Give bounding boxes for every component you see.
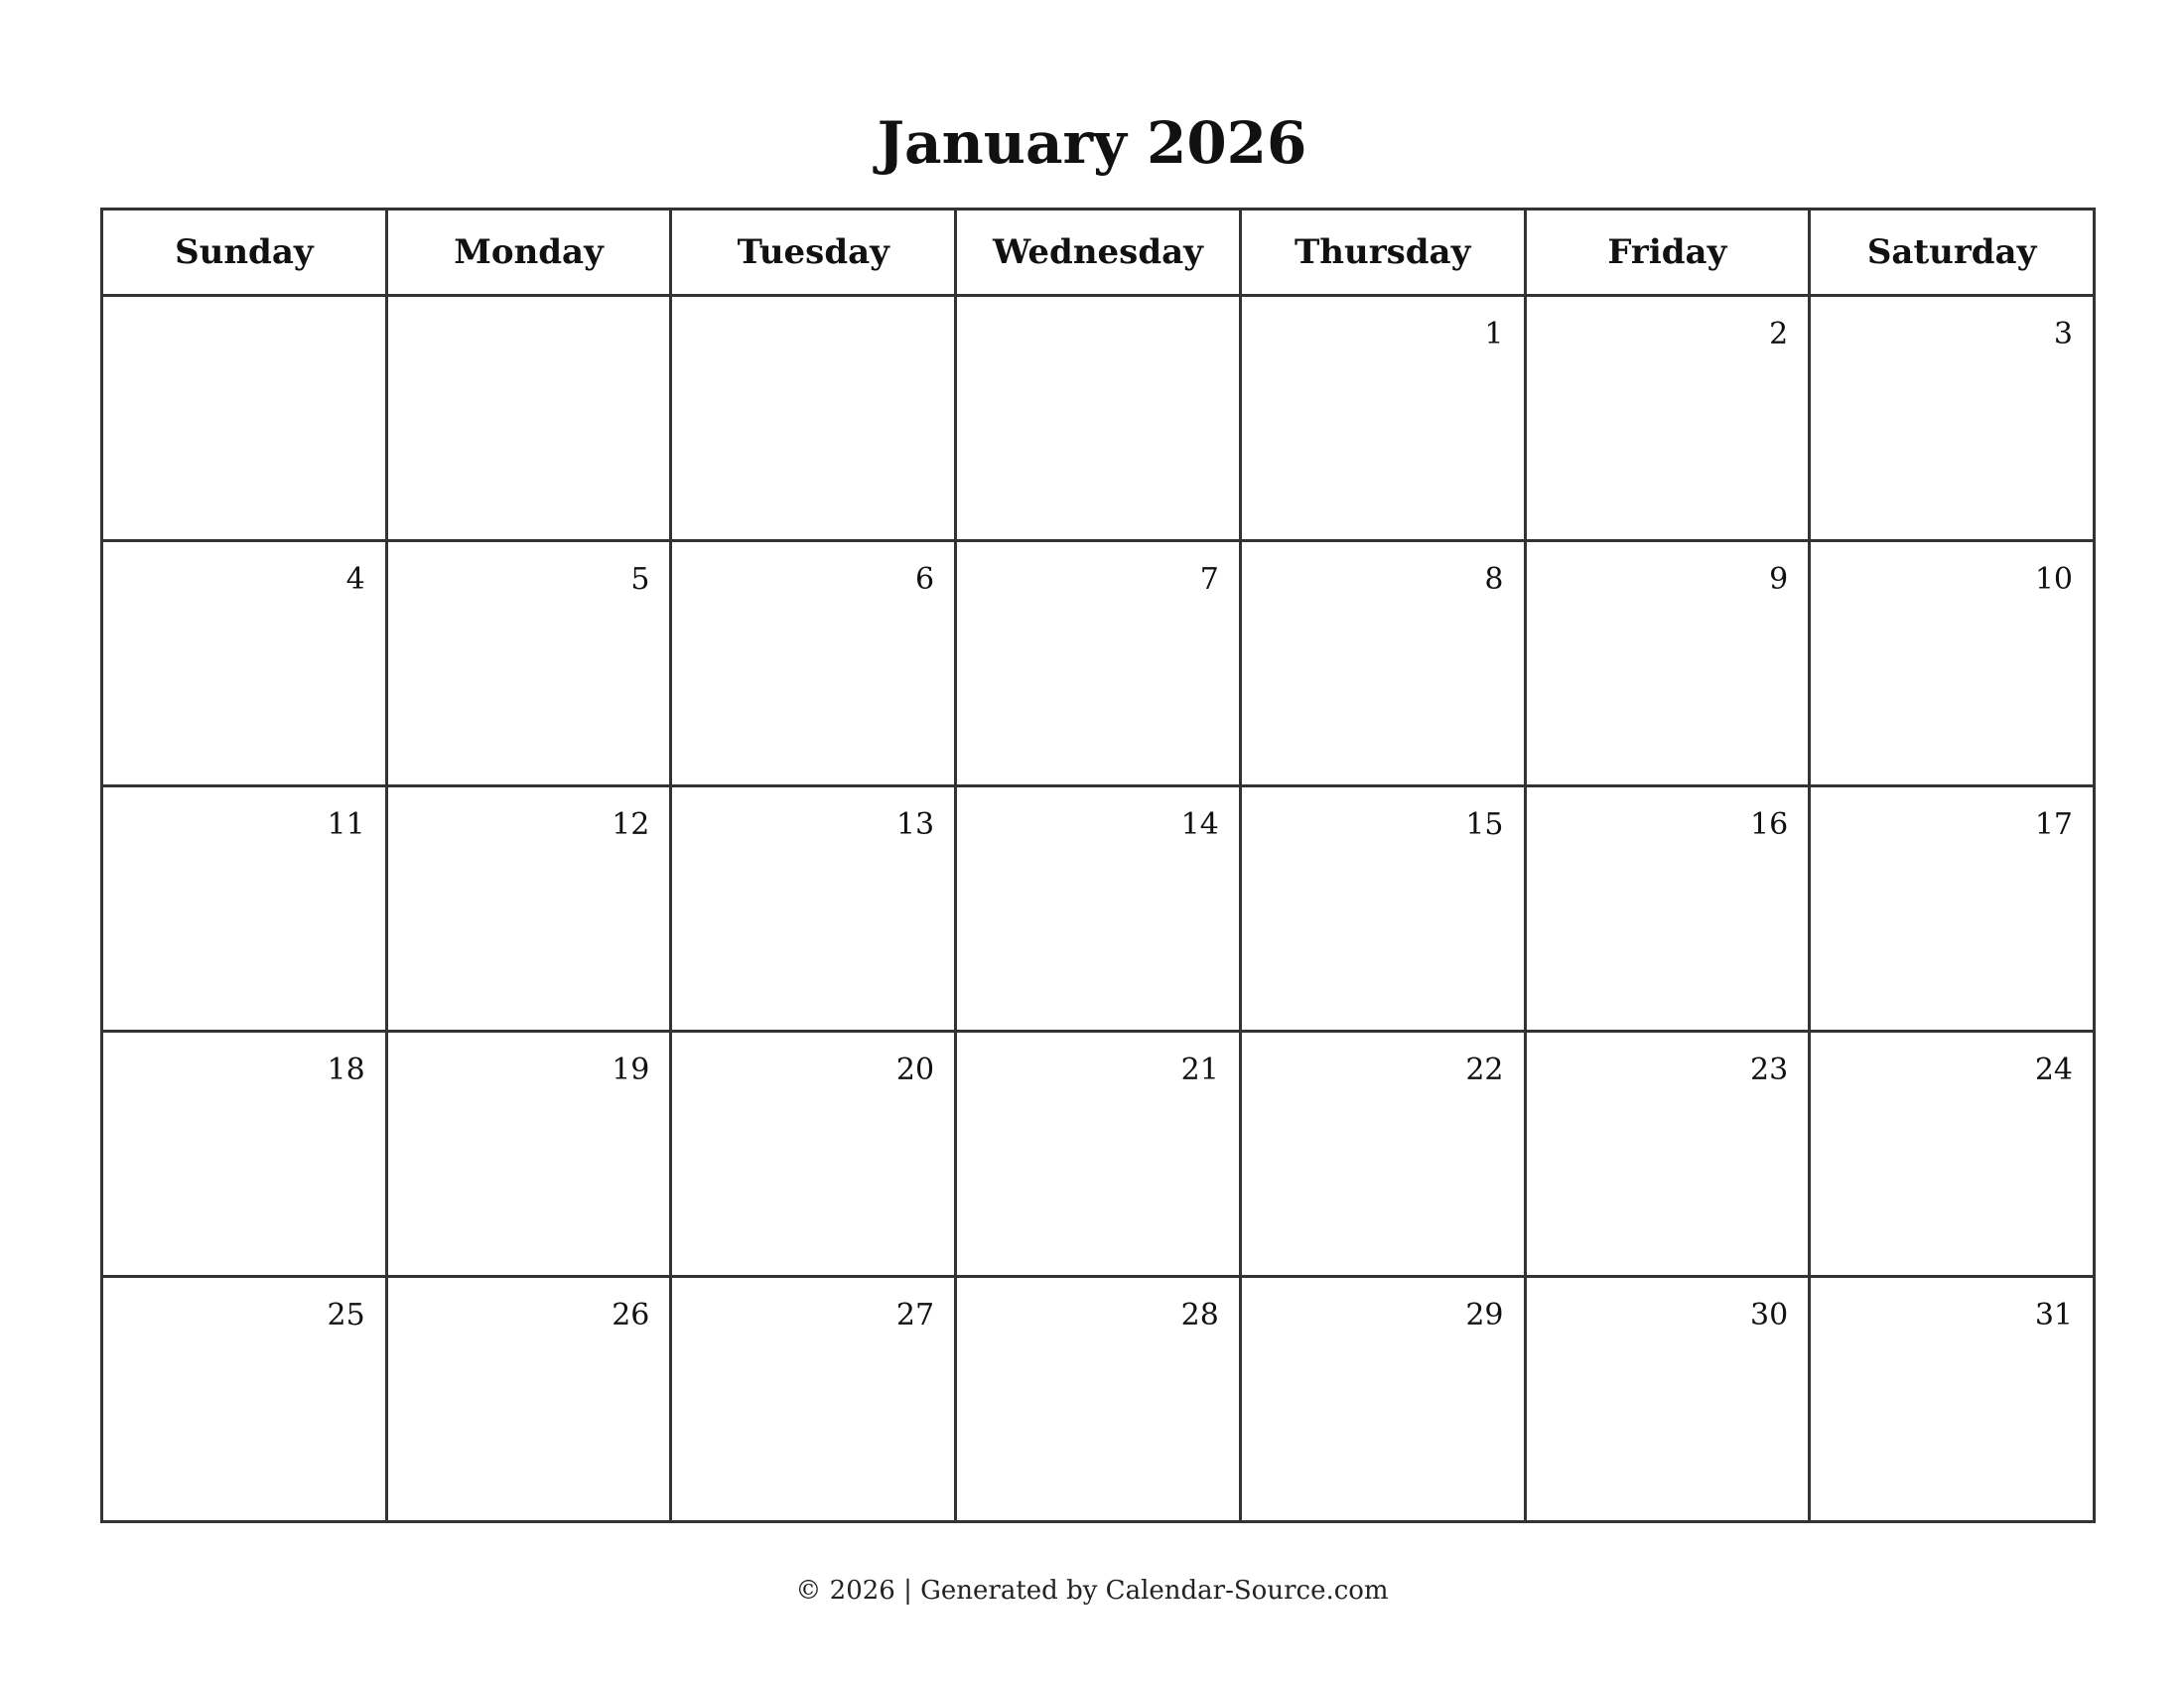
day-cell xyxy=(386,296,671,541)
day-number: 2 xyxy=(1769,317,1789,352)
day-number: 22 xyxy=(1465,1053,1504,1087)
day-number: 18 xyxy=(327,1053,365,1087)
weekday-saturday: Saturday xyxy=(1810,210,2095,296)
day-number: 1 xyxy=(1484,317,1504,352)
day-cell xyxy=(386,1032,671,1277)
day-number: 28 xyxy=(1180,1298,1219,1333)
calendar-grid xyxy=(100,208,2096,1523)
day-cell xyxy=(102,786,387,1032)
day-cell xyxy=(1810,541,2095,786)
day-number: 11 xyxy=(327,807,365,842)
day-number: 26 xyxy=(612,1298,650,1333)
day-number: 9 xyxy=(1769,562,1789,597)
day-cell xyxy=(956,1032,1241,1277)
day-number: 13 xyxy=(895,807,935,842)
calendar-title: January 2026 xyxy=(877,109,1307,177)
day-cell xyxy=(671,296,956,541)
weekday-wednesday: Wednesday xyxy=(956,210,1241,296)
day-cell xyxy=(102,1277,387,1522)
day-number: 24 xyxy=(2034,1053,2073,1087)
weekday-sunday: Sunday xyxy=(102,210,387,296)
week-row xyxy=(102,786,2095,1032)
day-cell xyxy=(1240,1032,1525,1277)
day-number: 12 xyxy=(612,807,650,842)
day-cell xyxy=(102,296,387,541)
weekday-thursday: Thursday xyxy=(1240,210,1525,296)
day-cell xyxy=(1525,1277,1810,1522)
week-row xyxy=(102,1032,2095,1277)
day-number: 21 xyxy=(1180,1053,1219,1087)
day-cell xyxy=(1525,786,1810,1032)
day-number xyxy=(388,297,670,317)
day-number: 17 xyxy=(2034,807,2073,842)
day-cell xyxy=(1240,296,1525,541)
day-cell xyxy=(671,1277,956,1522)
day-number: 5 xyxy=(630,562,650,597)
day-cell xyxy=(1525,296,1810,541)
day-cell xyxy=(671,541,956,786)
day-cell xyxy=(671,1032,956,1277)
day-number: 4 xyxy=(345,562,365,597)
day-cell xyxy=(956,1277,1241,1522)
day-cell xyxy=(102,541,387,786)
day-number: 20 xyxy=(895,1053,935,1087)
day-number: 14 xyxy=(1180,807,1219,842)
day-number: 15 xyxy=(1465,807,1504,842)
day-number: 8 xyxy=(1484,562,1504,597)
day-cell xyxy=(1810,1277,2095,1522)
day-number: 3 xyxy=(2053,317,2073,352)
weekday-tuesday: Tuesday xyxy=(671,210,956,296)
day-number: 27 xyxy=(895,1298,935,1333)
week-row xyxy=(102,1277,2095,1522)
day-number xyxy=(957,297,1239,317)
day-number: 25 xyxy=(327,1298,365,1333)
day-cell xyxy=(956,296,1241,541)
day-cell xyxy=(386,1277,671,1522)
day-number: 10 xyxy=(2034,562,2073,597)
day-cell xyxy=(1240,541,1525,786)
day-cell xyxy=(1810,1032,2095,1277)
footer-credit: © 2026 | Generated by Calendar-Source.com xyxy=(795,1576,1389,1606)
day-number: 29 xyxy=(1465,1298,1504,1333)
day-number: 23 xyxy=(1750,1053,1789,1087)
day-number xyxy=(103,297,385,317)
day-number: 7 xyxy=(1199,562,1219,597)
day-number: 16 xyxy=(1750,807,1789,842)
week-row xyxy=(102,296,2095,541)
week-row xyxy=(102,541,2095,786)
day-cell xyxy=(386,786,671,1032)
day-number: 19 xyxy=(612,1053,650,1087)
day-cell xyxy=(1240,786,1525,1032)
day-cell xyxy=(1525,1032,1810,1277)
day-cell xyxy=(1240,1277,1525,1522)
day-cell xyxy=(671,786,956,1032)
day-cell xyxy=(102,1032,387,1277)
day-number xyxy=(672,297,954,317)
day-number: 31 xyxy=(2034,1298,2073,1333)
weekday-monday: Monday xyxy=(386,210,671,296)
day-number: 6 xyxy=(915,562,935,597)
day-cell xyxy=(1810,786,2095,1032)
day-cell xyxy=(386,541,671,786)
weekday-header-row xyxy=(102,210,2095,296)
weekday-friday: Friday xyxy=(1525,210,1810,296)
day-cell xyxy=(956,786,1241,1032)
day-cell xyxy=(1525,541,1810,786)
day-cell xyxy=(956,541,1241,786)
day-cell xyxy=(1810,296,2095,541)
day-number: 30 xyxy=(1750,1298,1789,1333)
